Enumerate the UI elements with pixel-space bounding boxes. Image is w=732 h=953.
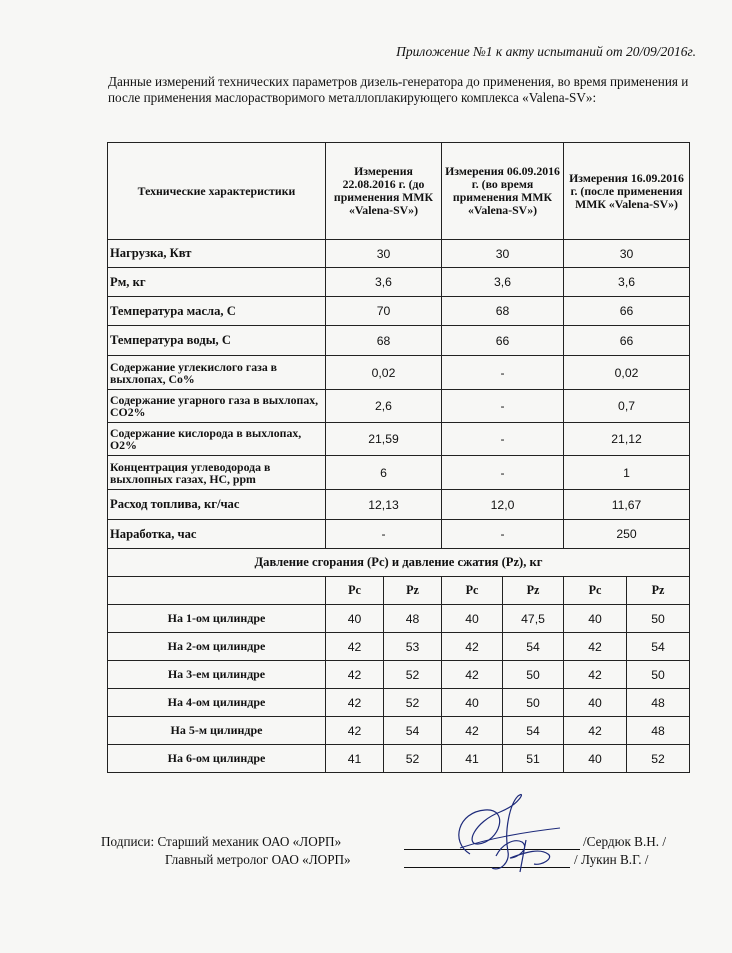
- header-col-2: Измерения 06.09.2016 г. (во время применения ММК «Valena-SV»): [442, 143, 564, 240]
- row-label: Температура масла, С: [108, 297, 326, 326]
- cylinder-value: 52: [384, 661, 442, 689]
- intro-paragraph: Данные измерений технических параметров дизель-генератора до применения, во время применения и после применения маслорастворимого металлоплакирующего комплекса «Valena-SV»:: [108, 74, 689, 105]
- row-value-2: 3,6: [442, 268, 564, 297]
- table-row: [108, 490, 690, 520]
- row-value-1: 2,6: [326, 390, 442, 423]
- row-value-3: 1: [564, 456, 690, 490]
- handwritten-signature: [430, 782, 570, 892]
- pressure-title-row: [108, 549, 690, 577]
- signature-role-1: Старший механик ОАО «ЛОРП»: [157, 834, 342, 849]
- table-row: [108, 390, 690, 423]
- appendix-title: Приложение №1 к акту испытаний от 20/09/2016г.: [396, 44, 696, 59]
- row-value-1: 3,6: [326, 268, 442, 297]
- cylinder-label: На 3-ем цилиндре: [108, 661, 326, 689]
- cylinder-value: 54: [503, 717, 564, 745]
- pressure-col-header: Pz: [503, 577, 564, 605]
- row-value-1: -: [326, 520, 442, 549]
- cylinder-value: 42: [564, 633, 627, 661]
- cylinder-value: 40: [564, 605, 627, 633]
- pressure-col-header: Pc: [564, 577, 627, 605]
- cylinder-row: [108, 717, 690, 745]
- row-value-2: -: [442, 456, 564, 490]
- row-value-3: 0,02: [564, 356, 690, 390]
- cylinder-value: 53: [384, 633, 442, 661]
- cylinder-value: 50: [503, 689, 564, 717]
- cylinder-value: 47,5: [503, 605, 564, 633]
- cylinder-value: 42: [326, 633, 384, 661]
- header-col-3: Измерения 16.09.2016 г. (после применения ММК «Valena-SV»): [564, 143, 690, 240]
- row-value-1: 68: [326, 326, 442, 356]
- signatures-prefix: Подписи:: [101, 834, 155, 849]
- table-row: [108, 456, 690, 490]
- cylinder-value: 42: [564, 717, 627, 745]
- row-value-3: 0,7: [564, 390, 690, 423]
- pressure-col-header: Pc: [442, 577, 503, 605]
- signature-name-1: /Сердюк В.Н. /: [583, 834, 667, 849]
- table-row: [108, 423, 690, 456]
- cylinder-label: На 6-ом цилиндре: [108, 745, 326, 773]
- row-value-2: 30: [442, 240, 564, 268]
- cylinder-row: [108, 633, 690, 661]
- row-value-1: 21,59: [326, 423, 442, 456]
- cylinder-value: 40: [564, 689, 627, 717]
- cylinder-value: 40: [326, 605, 384, 633]
- cylinder-label: На 2-ом цилиндре: [108, 633, 326, 661]
- cylinder-value: 40: [442, 605, 503, 633]
- cylinder-value: 40: [564, 745, 627, 773]
- cylinder-value: 42: [326, 717, 384, 745]
- row-value-2: -: [442, 356, 564, 390]
- signature-name-2: / Лукин В.Г. /: [574, 852, 649, 867]
- cylinder-label: На 5-м цилиндре: [108, 717, 326, 745]
- cylinder-value: 52: [384, 745, 442, 773]
- row-label: Расход топлива, кг/час: [108, 490, 326, 520]
- pressure-blank-cell: [108, 577, 326, 605]
- row-value-2: -: [442, 390, 564, 423]
- table-row: [108, 268, 690, 297]
- cylinder-value: 51: [503, 745, 564, 773]
- cylinder-row: [108, 661, 690, 689]
- cylinder-value: 52: [627, 745, 690, 773]
- row-value-1: 30: [326, 240, 442, 268]
- table-row: [108, 297, 690, 326]
- cylinder-value: 42: [442, 661, 503, 689]
- row-value-2: 12,0: [442, 490, 564, 520]
- header-characteristics: Технические характеристики: [108, 143, 326, 240]
- row-label: Температура воды, С: [108, 326, 326, 356]
- cylinder-value: 48: [384, 605, 442, 633]
- pressure-col-header: Pz: [384, 577, 442, 605]
- row-label: Наработка, час: [108, 520, 326, 549]
- cylinder-value: 41: [326, 745, 384, 773]
- row-value-1: 6: [326, 456, 442, 490]
- row-value-3: 250: [564, 520, 690, 549]
- cylinder-value: 54: [503, 633, 564, 661]
- cylinder-row: [108, 745, 690, 773]
- table-row: [108, 520, 690, 549]
- cylinder-value: 41: [442, 745, 503, 773]
- row-value-3: 66: [564, 297, 690, 326]
- table-row: [108, 356, 690, 390]
- cylinder-value: 42: [326, 661, 384, 689]
- cylinder-value: 40: [442, 689, 503, 717]
- cylinder-label: На 1-ом цилиндре: [108, 605, 326, 633]
- row-value-2: 68: [442, 297, 564, 326]
- cylinder-label: На 4-ом цилиндре: [108, 689, 326, 717]
- cylinder-value: 42: [442, 717, 503, 745]
- row-label: Содержание кислорода в выхлопах, О2%: [108, 423, 326, 456]
- row-value-1: 12,13: [326, 490, 442, 520]
- cylinder-value: 48: [627, 717, 690, 745]
- row-value-3: 11,67: [564, 490, 690, 520]
- row-value-2: -: [442, 423, 564, 456]
- table-row: [108, 240, 690, 268]
- pressure-col-header: Pc: [326, 577, 384, 605]
- cylinder-value: 52: [384, 689, 442, 717]
- cylinder-value: 42: [564, 661, 627, 689]
- cylinder-row: [108, 689, 690, 717]
- row-label: Концентрация углеводорода в выхлопных газах, НС, ppm: [108, 456, 326, 490]
- row-value-3: 66: [564, 326, 690, 356]
- table-row: [108, 326, 690, 356]
- pressure-columns-row: [108, 577, 690, 605]
- cylinder-value: 50: [627, 605, 690, 633]
- row-value-2: 66: [442, 326, 564, 356]
- row-label: Содержание угарного газа в выхлопах, CO2%: [108, 390, 326, 423]
- cylinder-value: 50: [503, 661, 564, 689]
- row-value-1: 0,02: [326, 356, 442, 390]
- cylinder-value: 54: [384, 717, 442, 745]
- row-value-3: 21,12: [564, 423, 690, 456]
- cylinder-value: 48: [627, 689, 690, 717]
- signature-role-2: Главный метролог ОАО «ЛОРП»: [165, 852, 351, 867]
- cylinder-row: [108, 605, 690, 633]
- pressure-col-header: Pz: [627, 577, 690, 605]
- signatures-label: [101, 834, 341, 850]
- cylinder-value: 42: [442, 633, 503, 661]
- row-value-1: 70: [326, 297, 442, 326]
- cylinder-value: 50: [627, 661, 690, 689]
- row-label: Нагрузка, Квт: [108, 240, 326, 268]
- row-value-3: 3,6: [564, 268, 690, 297]
- cylinder-value: 54: [627, 633, 690, 661]
- pressure-title: Давление сгорания (Рс) и давление сжатия (Pz), кг: [108, 549, 690, 577]
- header-col-1: Измерения 22.08.2016 г. (до применения ММК «Valena-SV»): [326, 143, 442, 240]
- header-row: [108, 143, 690, 240]
- measurements-table: [107, 142, 690, 773]
- row-value-2: -: [442, 520, 564, 549]
- row-label: Рм, кг: [108, 268, 326, 297]
- row-value-3: 30: [564, 240, 690, 268]
- cylinder-value: 42: [326, 689, 384, 717]
- row-label: Содержание углекислого газа в выхлопах, Со%: [108, 356, 326, 390]
